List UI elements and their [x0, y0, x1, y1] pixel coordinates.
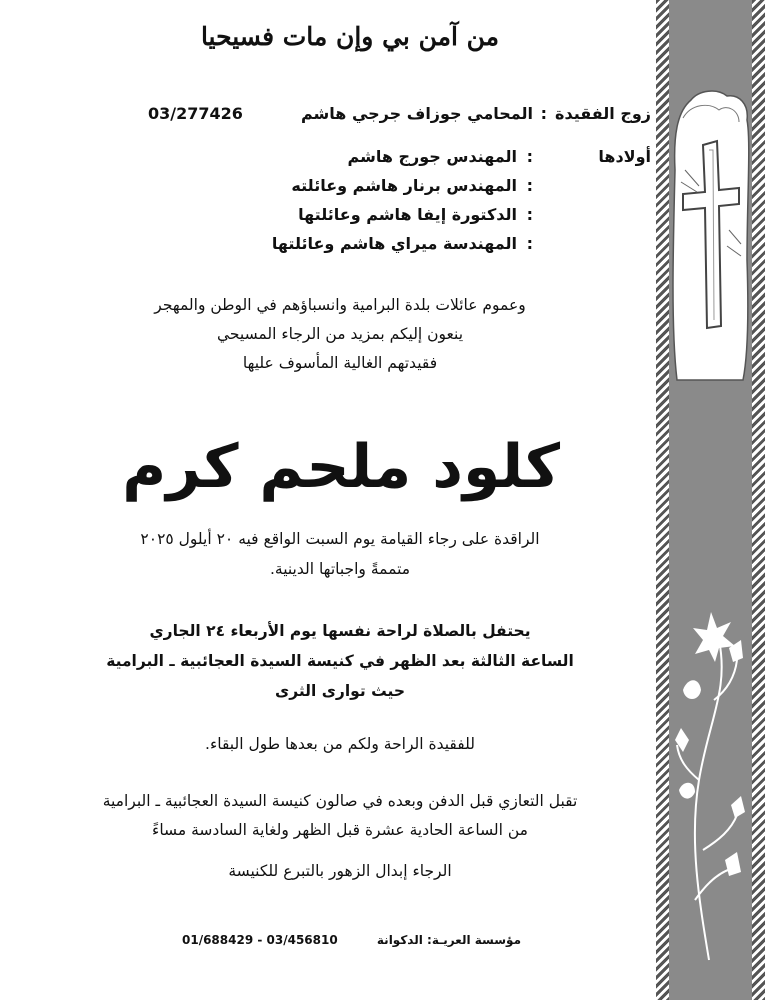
blessing-line: للفقيدة الراحة ولكم من بعدها طول البقاء. — [205, 735, 475, 753]
death-line: الراقدة على رجاء القيامة يوم السبت الواقع فيه ٢٠ أيلول ٢٠٢٥ — [140, 530, 540, 548]
condolence-line: تقبل التعازي قبل الدفن وبعده في صالون كنيسة السيدة العجائبية ـ البرامية — [102, 792, 578, 810]
child-name: المهندس جورج هاشم — [347, 147, 517, 166]
children-label: أولادها — [598, 147, 651, 166]
intro-line: فقيدتهم الغالية المأسوف عليها — [242, 354, 438, 372]
border-stripe-right — [752, 0, 765, 1000]
deceased-name: كلود ملحم كرم — [122, 432, 560, 502]
funeral-line: يحتفل بالصلاة لراحة نفسها يوم الأربعاء ٢٤ الجاري — [149, 622, 531, 640]
child-name: الدكتورة إيفا هاشم وعائلتها — [298, 205, 517, 224]
children-separator: : — [526, 234, 533, 253]
condolence-line: من الساعة الحادية عشرة قبل الظهر ولغاية السادسة مساءً — [152, 821, 528, 839]
children-separator: : — [526, 176, 533, 195]
children-separator: : — [526, 147, 533, 166]
husband-name: المحامي جوزاف جرجي هاشم — [301, 104, 533, 123]
footer-org: مؤسسة العريـة: الدكوانة — [376, 933, 521, 947]
motto-verse: من آمن بي وإن مات فسيحيا — [200, 22, 500, 51]
intro-line: وعموم عائلات بلدة البرامية وانسباؤهم في الوطن والمهجر — [154, 296, 526, 314]
flower-icon — [675, 612, 745, 876]
border-stripe-left — [656, 0, 669, 1000]
death-line: متممةً واجباتها الدينية. — [269, 560, 411, 578]
decorative-border — [656, 0, 765, 1000]
husband-separator: : — [540, 104, 547, 123]
child-name: المهندس برنار هاشم وعائلته — [291, 176, 517, 195]
border-ornaments — [669, 0, 752, 1000]
funeral-line: حيث توارى الثرى — [275, 682, 405, 700]
husband-label: زوج الفقيدة — [555, 104, 651, 123]
children-separator: : — [526, 205, 533, 224]
child-name: المهندسة ميراي هاشم وعائلتها — [271, 234, 517, 253]
flowers-note: الرجاء إبدال الزهور بالتبرع للكنيسة — [228, 862, 452, 880]
footer-phones: 01/688429 - 03/456810 — [182, 933, 338, 947]
husband-phone: 03/277426 — [148, 104, 243, 123]
funeral-line: الساعة الثالثة بعد الظهر في كنيسة السيدة العجائبية ـ البرامية — [106, 652, 574, 670]
intro-line: ينعون إليكم بمزيد من الرجاء المسيحي — [216, 325, 464, 343]
